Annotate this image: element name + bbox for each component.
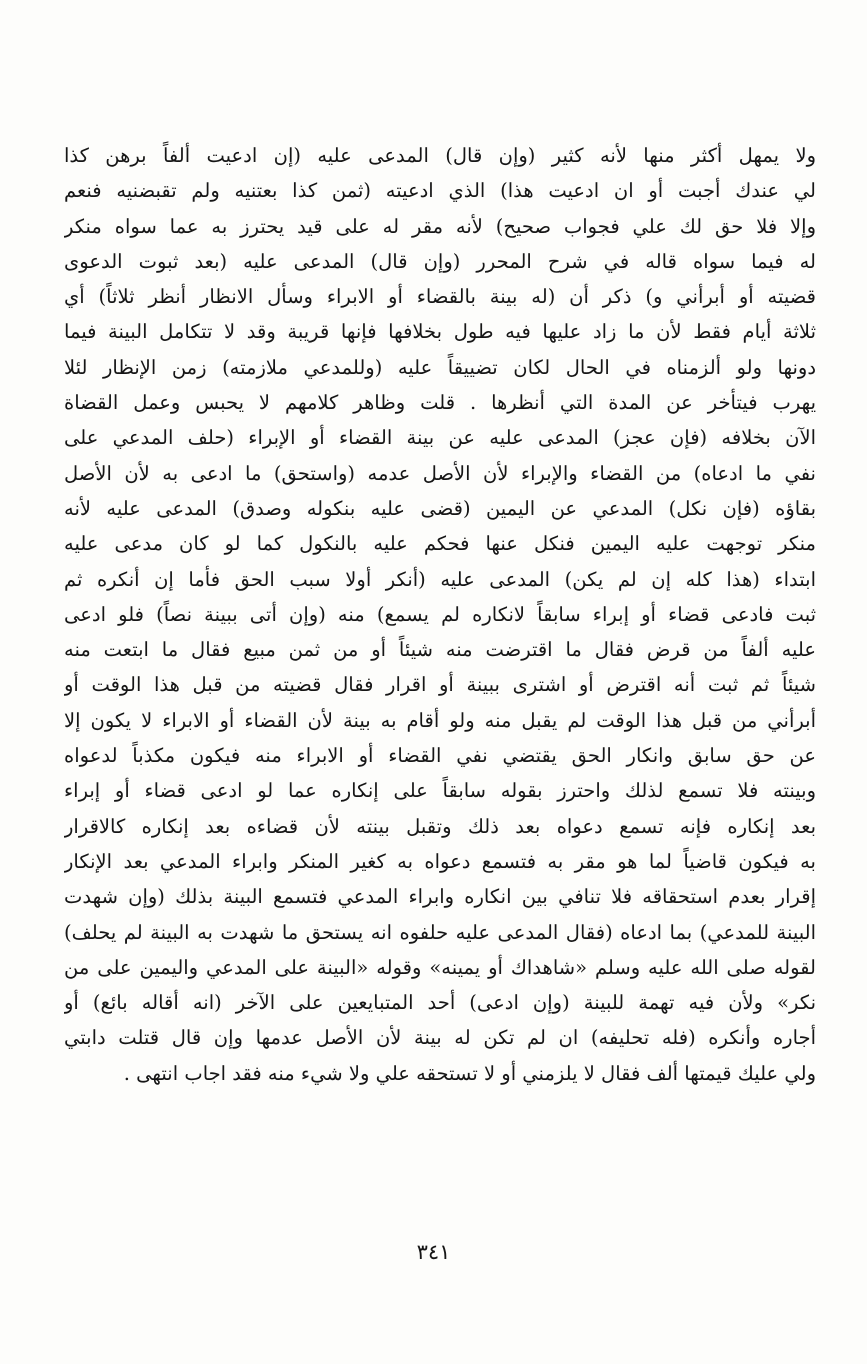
text-line: وإلا فلا حق لك علي فجواب صحيح) لأنه مقر له على قيد يحترز به عما سواه منكر [64,214,816,238]
page-number: ٣٤١ [416,1240,451,1264]
text-line: شيئاً ثم ثبت أنه اقترض أو اشترى ببينة أو اقرار فقال قضيته من قبل هذا الوقت أو [64,673,816,697]
text-line-last: ولي عليك قيمتها ألف فقال لا يلزمني أو لا تستحقه علي ولا شيء منه فقد اجاب انتهى . [123,1061,816,1085]
text-line: عليه ألفاً من قرض فقال ما اقترضت منه شيئاً أو من ثمن مبيع فقال ما ابتعت منه [64,638,816,662]
text-line: ثلاثة أيام فقط لأن ما زاد عليها فيه طول بخلافها فإنها قريبة وقد لا تتكامل البينة فيما [64,320,816,344]
text-line: أجاره وأنكره (فله تحليفه) ان لم تكن له بينة لأن الأصل عدمها وإن قال قتلت دابتي [64,1026,816,1050]
text-line: ابتداء (هذا كله إن لم يكن) المدعى عليه (أنكر أولا سبب الحق فأما إن أنكره ثم [64,567,816,591]
text-line: ثبت فادعى قضاء أو إبراء سابقاً لانكاره لم يسمع) منه (وإن أتى ببينة نصاً) فلو ادعى [64,602,816,626]
text-line: منكر توجهت عليه اليمين فنكل عنها فحكم عليه بالنكول كما لو كان مدعى عليه [64,532,816,556]
text-line: البينة للمدعي) بما ادعاه (فقال المدعى عليه حلفوه انه يستحق ما شهدت به البينة لم يحلف) [64,920,816,944]
text-line: قضيته أو أبرأني و) ذكر أن (له بينة بالقضاء أو الابراء وسأل الانظار أنظر ثلاثاً) أي [64,285,816,309]
text-line: إقرار بعدم استحقاقه فلا تنافي بين انكاره وابراء المدعي فتسمع البينة بذلك (وإن شهدت [64,885,816,909]
text-line: يهرب فيتأخر عن المدة التي أنظرها . قلت وظاهر كلامهم لا يحبس وعمل القضاة [64,391,816,415]
text-line: لي عندك أجبت أو ان ادعيت هذا) الذي ادعيته (ثمن كذا بعتنيه ولم تقبضنيه فنعم [64,179,816,203]
text-line: لقوله صلى الله عليه وسلم «شاهداك أو يمينه» وقوله «البينة على المدعي واليمين على من [64,955,816,979]
text-line: ولا يمهل أكثر منها لأنه كثير (وإن قال) المدعى عليه (إن ادعيت ألفاً برهن كذا [64,144,816,167]
text-line: دونها ولو ألزمناه في الحال لكان تضييقاً عليه (وللمدعي ملازمته) زمن الإنظار لئلا [64,355,816,379]
text-line: وبينته فلا تسمع لذلك واحترز بقوله سابقاً على إنكاره عما لو ادعى قضاء أو إبراء [64,779,816,803]
text-line: نكر» ولأن فيه تهمة للبينة (وإن ادعى) أحد المتبايعين على الآخر (انه أقاله بائع) أو [64,991,816,1015]
text-line: له فيما سواه قاله في شرح المحرر (وإن قال) المدعى عليه (بعد ثبوت الدعوى [64,249,816,273]
body-text [64,138,816,1091]
text-line: بعد إنكاره فإنه تسمع دعواه بعد ذلك وتقبل بينته لأن قضاءه بعد إنكاره كالاقرار [64,814,816,838]
text-line: به فيكون قاضياً لما هو مقر به فتسمع دعواه به كغير المنكر وابراء المدعي بعد الإنكار [64,849,816,873]
text-line: الآن بخلافه (فإن عجز) المدعى عليه عن بينة القضاء أو الإبراء (حلف المدعي على [64,426,816,450]
text-line: عن حق سابق وانكار الحق يقتضي نفي القضاء أو الابراء منه فيكون مكذباً لدعواه [64,744,816,768]
text-line: بقاؤه (فإن نكل) المدعي عن اليمين (قضى عليه بنكوله وصدق) المدعى عليه لأنه [64,496,816,520]
text-line: نفي ما ادعاه) من القضاء والإبراء لأن الأصل عدمه (واستحق) ما ادعى به لأن الأصل [64,461,816,485]
text-line: أبرأني من قبل هذا الوقت لم يقبل منه ولو أقام به بينة لأن القضاء أو الابراء لا يكون إلا [64,708,816,732]
